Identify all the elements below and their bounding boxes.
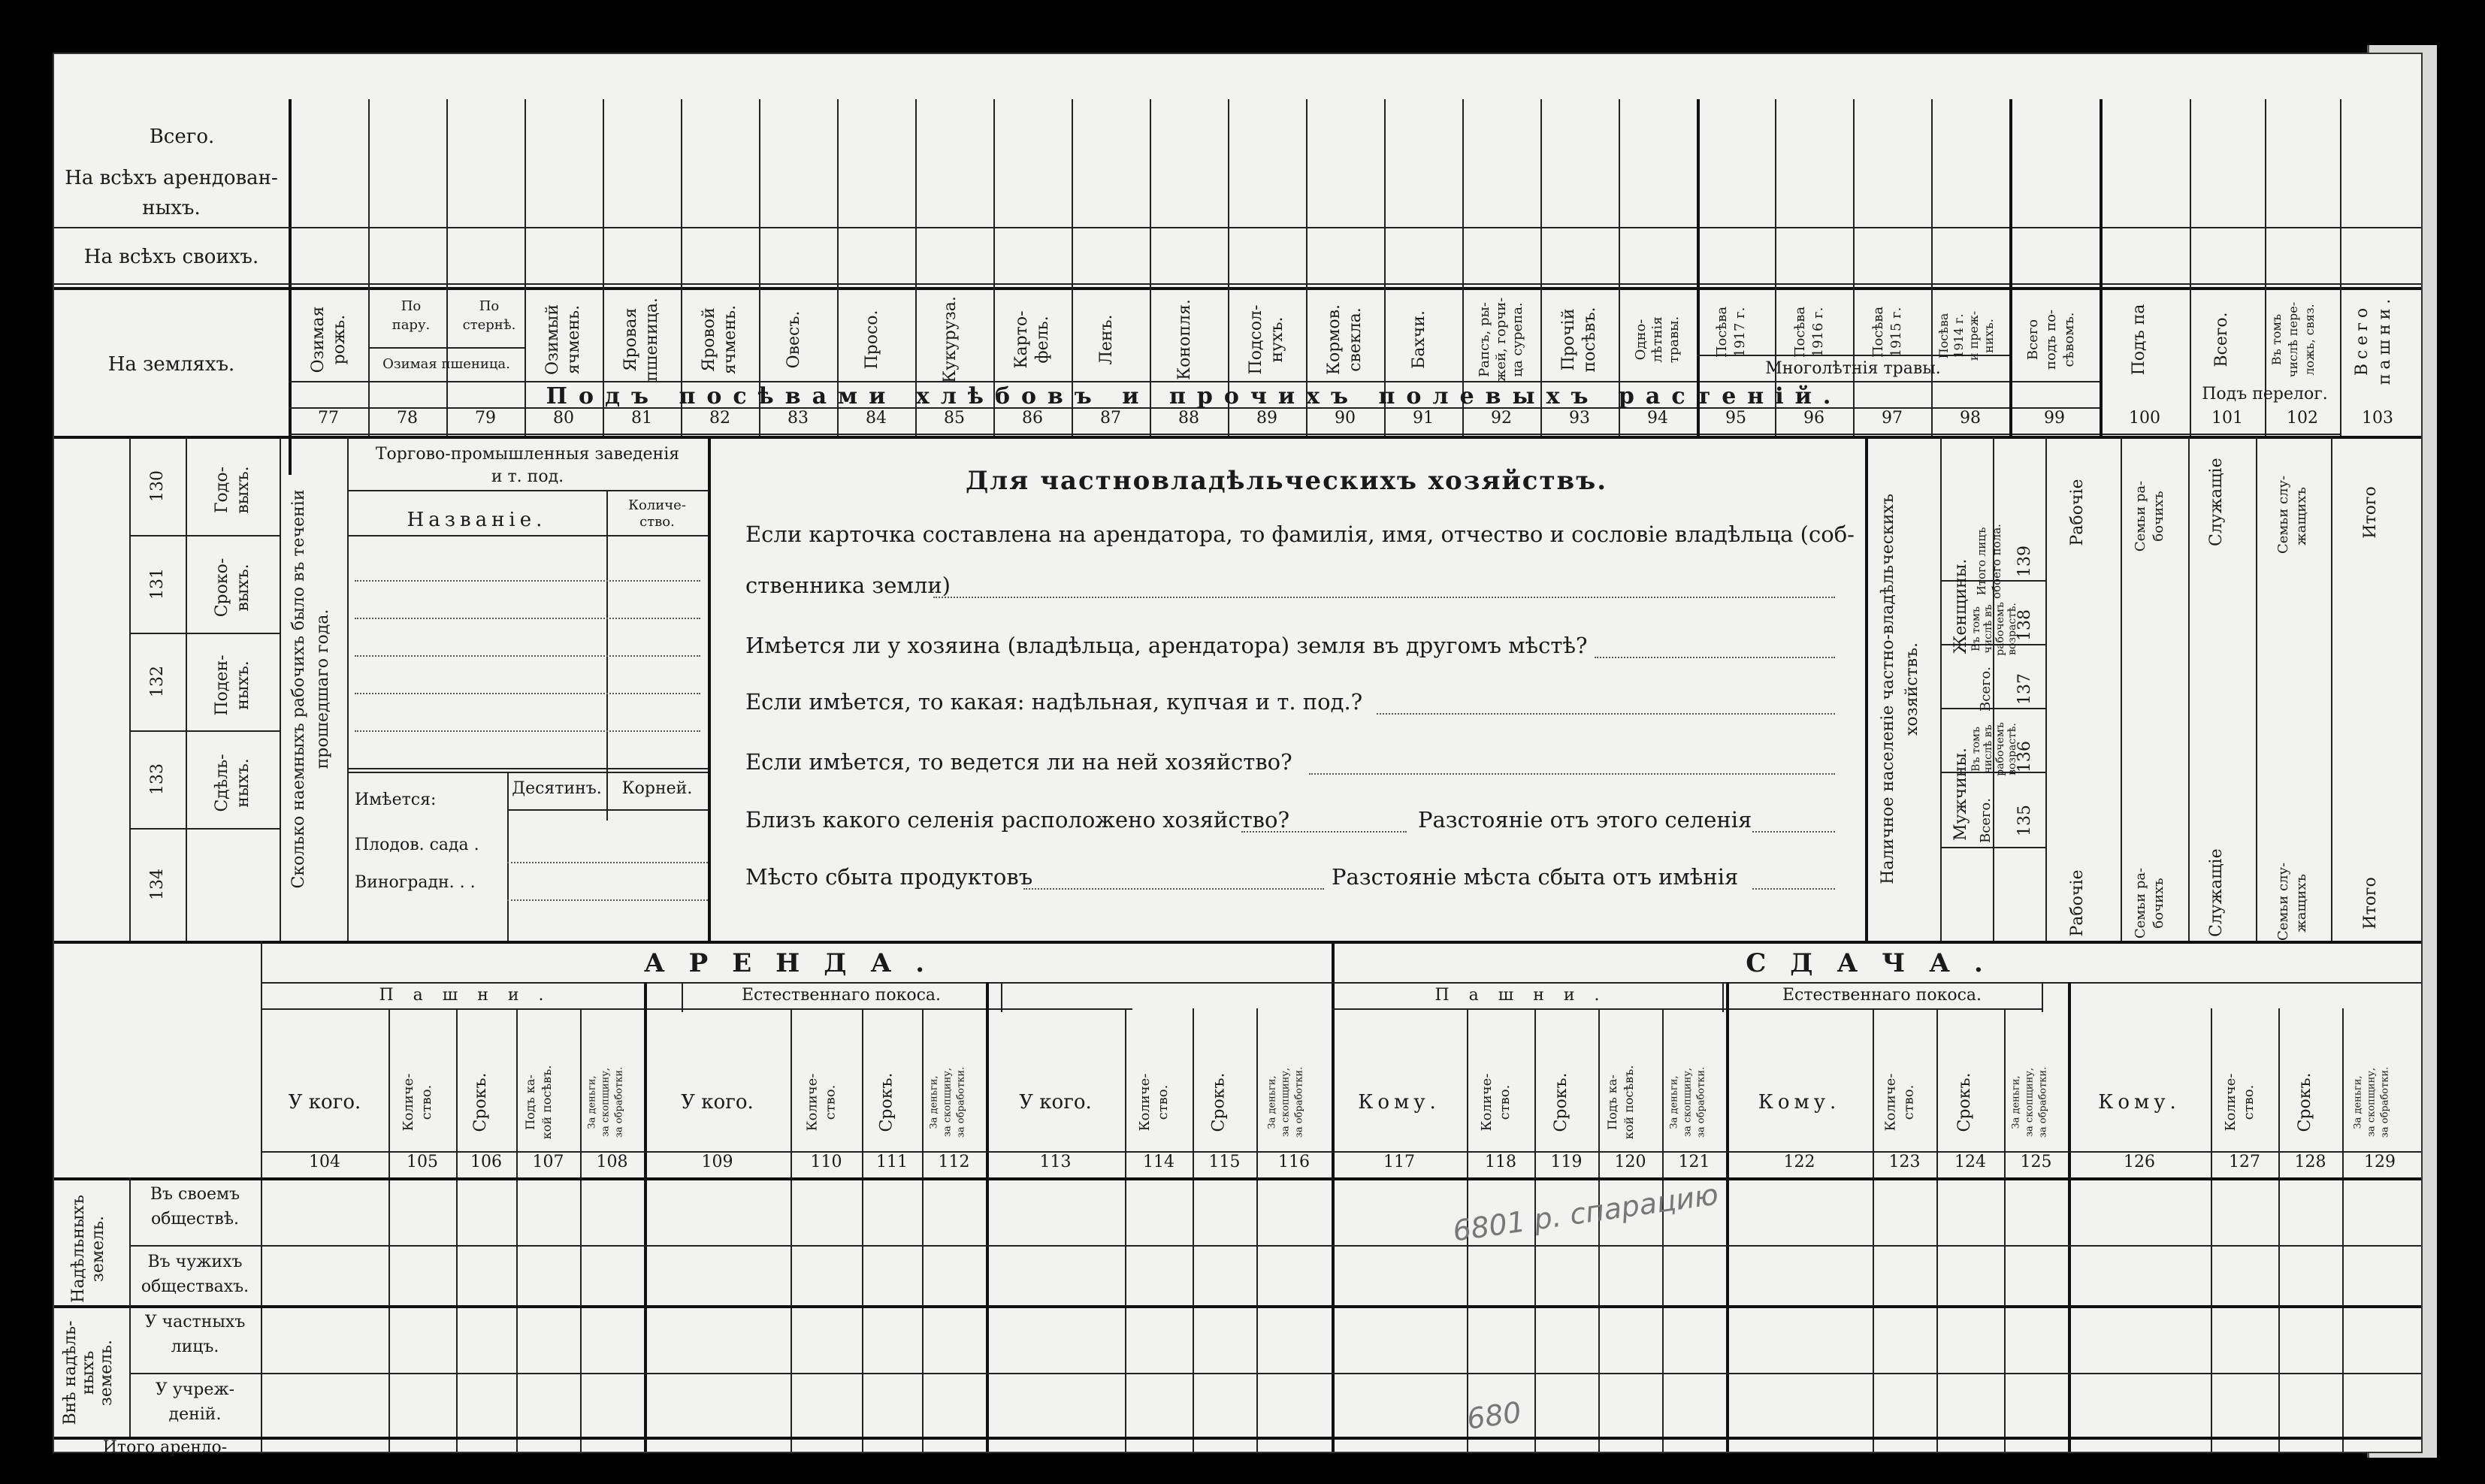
col-num: 128 xyxy=(2294,1153,2326,1171)
col-num: 94 xyxy=(1647,409,1668,428)
col-total-sown: Всего подъ по- сѣвомъ. xyxy=(2025,310,2077,370)
sdacha-term-2: Срокъ. xyxy=(1955,1072,1974,1132)
divider xyxy=(54,287,2421,290)
private-title: Для частновладѣльческихъ хозяйствъ. xyxy=(965,466,1608,496)
other-society-1: Въ чужихъ xyxy=(147,1253,243,1271)
divider xyxy=(368,347,525,349)
col-num: 118 xyxy=(1485,1153,1516,1171)
col-num: 114 xyxy=(1143,1153,1174,1171)
col-oats: Овесъ. xyxy=(784,310,803,369)
sdacha-arable: Пашни. xyxy=(1434,986,1619,1005)
col-sown-1917: Посѣва 1917 г. xyxy=(1714,306,1748,358)
divider xyxy=(1865,437,1868,941)
col-num: 126 xyxy=(2124,1153,2155,1171)
arenda-from-whom: У кого. xyxy=(288,1091,361,1114)
row-label-own: На всѣхъ своихъ. xyxy=(83,246,259,268)
institutions-2: деній. xyxy=(168,1405,222,1424)
col-num: 107 xyxy=(532,1153,564,1171)
arenda-qty: Количе- ство. xyxy=(401,1073,434,1132)
col-num: 77 xyxy=(318,409,339,428)
divider xyxy=(1662,1008,1664,1452)
divider xyxy=(355,580,700,582)
q5: Близъ какого селенія расположено хозяйство? xyxy=(745,807,1290,833)
row-label-rented-1: На всѣхъ арендован- xyxy=(65,167,278,189)
divider xyxy=(1125,1008,1126,1452)
itogo-col-top: Итого xyxy=(2361,486,2380,539)
answer-line xyxy=(1377,713,1835,715)
own-society-1: Въ своемъ xyxy=(150,1185,240,1204)
answer-line xyxy=(1752,831,1835,833)
col-num: 98 xyxy=(1960,409,1981,428)
women-label: Женщины. xyxy=(1951,558,1970,654)
arenda-term-2: Срокъ. xyxy=(877,1072,896,1132)
orchards-label: Плодов. сада . xyxy=(355,836,479,854)
col-num: 81 xyxy=(631,409,652,428)
institutions-1: У учреж- xyxy=(155,1380,235,1399)
divider xyxy=(280,437,281,941)
col-num: 108 xyxy=(596,1153,628,1171)
col-sown-1914: Посѣва 1914 г. и преж- нихъ. xyxy=(1936,310,1996,361)
col-num: 105 xyxy=(407,1153,438,1171)
divider xyxy=(986,982,989,1452)
sdacha-to-whom: Кому. xyxy=(1358,1091,1441,1114)
col-num: 117 xyxy=(1383,1153,1415,1171)
divider xyxy=(129,633,280,634)
answer-line xyxy=(1309,773,1835,775)
divider xyxy=(1726,982,1729,1452)
divider xyxy=(2100,99,2103,436)
col-num: 122 xyxy=(1783,1153,1815,1171)
col-spring-wheat: Яровая пшеница. xyxy=(621,298,661,382)
sdacha-payment-2: За деньги, за скопщину, за обработки. xyxy=(2010,1066,2049,1138)
arenda-crop: Подъ ка- кой посѣвъ. xyxy=(523,1065,554,1140)
col-num: 80 xyxy=(553,409,574,428)
divider xyxy=(2256,437,2257,941)
other-society-2: обществахъ. xyxy=(141,1277,249,1296)
answer-line xyxy=(1241,831,1407,833)
divider xyxy=(507,862,708,863)
sdacha-qty: Количе- ство. xyxy=(1479,1073,1513,1132)
sdacha-payment: За деньги, за скопщину, за обработки. xyxy=(1668,1066,1707,1138)
divider xyxy=(347,772,708,773)
arenda-from-whom-3: У кого. xyxy=(1019,1091,1092,1114)
sdacha-payment-3: За деньги, за скопщину, за обработки. xyxy=(2352,1066,2391,1138)
non-allot-label: Внѣ надѣль- ныхъ земель. xyxy=(61,1320,116,1425)
col-num: 93 xyxy=(1569,409,1590,428)
divider xyxy=(261,941,262,1452)
col-sown-1915: Посѣва 1915 г. xyxy=(1870,306,1904,358)
divider xyxy=(2045,437,2047,941)
col-num: 92 xyxy=(1491,409,1512,428)
divider xyxy=(1256,1008,1258,1452)
crops-banner: Подъ посѣвами хлѣбовъ и прочихъ полевыхъ растеній. xyxy=(546,383,1843,410)
col-fallow-incl: Въ томъ числѣ пере- ложь, связ. xyxy=(2269,301,2317,378)
q1: Если карточка составлена на арендатора, то фамилія, имя, отчество и сословіе владѣльца (соб- xyxy=(745,521,1855,547)
worker-row-label: Поден- ныхъ. xyxy=(213,654,252,716)
arenda-meadow: Естественнаго покоса. xyxy=(741,986,941,1005)
census-card-sheet xyxy=(53,53,2423,1457)
answer-line xyxy=(933,597,1835,598)
col-num: 88 xyxy=(1178,409,1199,428)
col-num: 96 xyxy=(1803,409,1824,428)
divider xyxy=(54,1437,2421,1440)
col-winter-wheat: Озимая пшеница. xyxy=(382,356,510,372)
divider xyxy=(129,828,280,830)
divider xyxy=(2342,1008,2344,1452)
arenda-from-whom-2: У кого. xyxy=(681,1091,754,1114)
q4: Если имѣется, то ведется ли на ней хозяйство? xyxy=(745,749,1292,775)
population-title: Наличное населеніе частно-владѣльческихъ хозяйствъ. xyxy=(1879,494,1921,884)
q6: Мѣсто сбыта продуктовъ xyxy=(745,864,1033,890)
col-num: 104 xyxy=(309,1153,340,1171)
row-label-total: Всего. xyxy=(149,125,215,148)
col-fallow-1: По xyxy=(401,298,422,314)
col-num: 109 xyxy=(701,1153,733,1171)
divider xyxy=(1001,982,1002,1012)
col-num: 99 xyxy=(2044,409,2065,428)
arenda-payment: За деньги, за скопщину, за обработки. xyxy=(586,1066,625,1138)
col-winter-rye: Озимая рожь. xyxy=(309,306,349,373)
divider xyxy=(289,434,2340,435)
divider xyxy=(2331,437,2332,941)
col-num: 110 xyxy=(810,1153,842,1171)
arenda-qty-2: Количе- ство. xyxy=(804,1073,839,1132)
men-incl: Въ томъ числѣ въ рабочемъ возрастѣ. xyxy=(1970,722,2018,776)
pop-num: 139 xyxy=(2015,546,2034,577)
pop-num: 138 xyxy=(2015,609,2034,641)
col-num: 127 xyxy=(2229,1153,2260,1171)
divider xyxy=(347,490,708,491)
divider xyxy=(355,730,700,732)
col-num: 79 xyxy=(475,409,496,428)
divider xyxy=(507,899,708,901)
q3: Если имѣется, то какая: надѣльная, купчая и т. под.? xyxy=(745,689,1363,715)
arenda-payment-2: За деньги, за скопщину, за обработки. xyxy=(928,1066,967,1138)
total-rented: Итого арендо- xyxy=(102,1438,228,1457)
divider xyxy=(347,535,708,536)
divider xyxy=(862,1008,863,1452)
col-num: 112 xyxy=(938,1153,970,1171)
sdacha-qty-2: Количе- ство. xyxy=(1882,1073,1917,1132)
women-incl: Въ томъ числѣ въ рабочемъ возрастѣ. xyxy=(1970,602,2018,656)
men-total: Всего. xyxy=(1978,798,1994,843)
col-num: 91 xyxy=(1413,409,1434,428)
sdacha-meadow: Естественнаго покоса. xyxy=(1782,986,1982,1005)
col-num: 86 xyxy=(1022,409,1043,428)
col-total-arable: Всего пашни. xyxy=(2353,294,2394,385)
col-stubble-1: По xyxy=(479,298,500,314)
families-col-top: Семьи ра- бочихъ xyxy=(2133,480,2166,552)
col-fodder-beet: Кормов. свекла. xyxy=(1325,304,1365,376)
desyatin-header: Десятинъ. xyxy=(512,779,602,798)
q2: Имѣется ли у хозяина (владѣльца, арендатора) земля въ другомъ мѣстѣ? xyxy=(745,633,1588,658)
divider xyxy=(1332,941,1335,1452)
sdacha-title: СДАЧА. xyxy=(1746,948,2007,978)
answer-line xyxy=(1023,888,1324,890)
divider xyxy=(1722,982,1724,1012)
sdacha-to-whom-2: Кому. xyxy=(1758,1091,1841,1114)
divider xyxy=(355,693,700,694)
divider xyxy=(54,1305,2421,1308)
worker-row-label: Сдѣль- ныхъ. xyxy=(213,754,252,812)
arenda-qty-3: Количе- ство. xyxy=(1137,1073,1171,1132)
col-num: 101 xyxy=(2211,409,2243,428)
pencil-note: 6801 р. спарацию xyxy=(1450,1177,1721,1248)
col-num: 82 xyxy=(709,409,730,428)
workers-col-top: Рабочіе xyxy=(2068,479,2087,546)
divider xyxy=(54,283,2421,285)
worker-row-num: 134 xyxy=(148,869,167,900)
divider xyxy=(580,1008,582,1452)
q5b: Разстояніе отъ этого селенія xyxy=(1418,807,1752,833)
vineyards-label: Виноградн. . . xyxy=(355,873,476,892)
col-num: 95 xyxy=(1725,409,1746,428)
worker-row-num: 132 xyxy=(148,666,167,697)
col-num: 89 xyxy=(1256,409,1277,428)
col-stubble-2: стернѣ. xyxy=(462,317,516,333)
col-flax: Ленъ. xyxy=(1097,314,1116,365)
col-num: 115 xyxy=(1208,1153,1241,1171)
women-total: Всего. xyxy=(1978,666,1994,712)
col-millet: Просо. xyxy=(863,310,881,370)
col-num: 123 xyxy=(1888,1153,1921,1171)
servants-col-bottom: Служащіе xyxy=(2207,848,2226,937)
divider xyxy=(1332,1008,2042,1010)
worker-row-label: Сроко- выхъ. xyxy=(213,558,252,618)
divider xyxy=(2211,1008,2212,1452)
divider xyxy=(54,227,2421,228)
q1b: ственника земли) xyxy=(745,573,951,598)
col-num: 85 xyxy=(944,409,965,428)
trade-qty-header-2: ство. xyxy=(639,514,675,530)
divider xyxy=(1940,437,1942,941)
both-sexes: Итого лицъ обоего пола. xyxy=(1975,524,2003,599)
under-fallow-label: Подъ перелог. xyxy=(2202,385,2328,403)
divider xyxy=(54,941,2421,944)
answer-line xyxy=(1752,888,1835,890)
arenda-arable: Пашни. xyxy=(379,986,564,1005)
divider xyxy=(129,535,280,536)
col-melons: Бахчи. xyxy=(1410,310,1428,369)
col-num: 106 xyxy=(470,1153,502,1171)
divider xyxy=(2278,1008,2280,1452)
col-num: 100 xyxy=(2129,409,2160,428)
pop-num: 136 xyxy=(2015,741,2034,772)
col-num: 116 xyxy=(1278,1153,1310,1171)
divider xyxy=(388,1008,390,1452)
workers-question: Сколько наемныхъ рабочихъ было въ теченіи прошедшаго года. xyxy=(289,489,332,889)
divider xyxy=(516,1008,518,1452)
sdacha-term: Срокъ. xyxy=(1552,1072,1571,1132)
has-label: Имѣется: xyxy=(355,790,437,809)
col-num: 78 xyxy=(397,409,418,428)
answer-line xyxy=(1595,657,1835,658)
divider xyxy=(2004,1008,2006,1452)
divider xyxy=(708,437,711,941)
divider xyxy=(2340,99,2341,436)
divider xyxy=(644,982,647,1452)
divider xyxy=(261,982,2421,984)
private-persons-2: лицъ. xyxy=(171,1337,219,1356)
divider xyxy=(791,1008,792,1452)
worker-row-num: 130 xyxy=(148,470,167,502)
col-fallow-2: пару. xyxy=(391,317,431,333)
col-hemp: Конопля. xyxy=(1175,299,1194,380)
col-num: 102 xyxy=(2287,409,2318,428)
col-num: 111 xyxy=(876,1153,908,1171)
arenda-term: Срокъ. xyxy=(471,1072,490,1132)
col-sunflower: Подсол- нухъ. xyxy=(1247,304,1286,375)
trade-title-2: и т. под. xyxy=(491,467,564,486)
col-num: 121 xyxy=(1678,1153,1710,1171)
col-under-fallow: Подъ па xyxy=(2130,304,2148,376)
col-num: 83 xyxy=(788,409,809,428)
families-col-bottom: Семьи ра- бочихъ xyxy=(2133,867,2166,939)
divider xyxy=(922,1008,924,1452)
perennial-grass-label: Многолѣтнія травы. xyxy=(1765,359,1941,378)
divider xyxy=(1936,1008,1938,1452)
pop-num: 135 xyxy=(2015,805,2034,836)
col-num: 120 xyxy=(1614,1153,1646,1171)
col-sown-1916: Посѣва 1916 г. xyxy=(1792,306,1826,358)
col-maize: Кукуруза. xyxy=(941,296,960,383)
col-num: 84 xyxy=(866,409,887,428)
divider xyxy=(186,437,187,941)
col-num: 97 xyxy=(1882,409,1903,428)
divider xyxy=(54,436,2421,439)
itogo-col-bottom: Итого xyxy=(2361,877,2380,929)
men-label: Мужчины. xyxy=(1951,747,1970,842)
arenda-title: АРЕНДА. xyxy=(643,948,949,978)
col-spring-barley: Яровой ячмень. xyxy=(700,304,739,375)
private-persons-1: У частныхъ xyxy=(144,1313,246,1331)
col-potato: Карто- фель. xyxy=(1012,310,1052,369)
col-num: 90 xyxy=(1335,409,1356,428)
col-annual-grass: Одно- лѣтнія травы. xyxy=(1633,316,1682,364)
col-num: 103 xyxy=(2362,409,2393,428)
pop-num: 137 xyxy=(2015,673,2034,705)
divider xyxy=(1598,1008,1600,1452)
sdacha-term-3: Срокъ. xyxy=(2296,1072,2314,1132)
worker-row-num: 131 xyxy=(148,568,167,600)
servant-fam-col-bottom: Семьи слу- жащихъ xyxy=(2275,862,2309,941)
allot-lands-label: Надѣльныхъ земель. xyxy=(69,1195,107,1303)
divider xyxy=(456,1008,458,1452)
col-num: 124 xyxy=(1954,1153,1986,1171)
sdacha-qty-3: Количе- ство. xyxy=(2223,1073,2257,1132)
divider xyxy=(129,730,280,732)
divider xyxy=(507,809,708,811)
worker-row-num: 133 xyxy=(148,763,167,795)
workers-col-bottom: Рабочіе xyxy=(2068,869,2087,937)
divider xyxy=(1193,1008,1194,1452)
trade-qty-header-1: Количе- xyxy=(628,497,686,513)
servant-fam-col-top: Семьи слу- жащихъ xyxy=(2275,475,2309,554)
divider xyxy=(129,1373,2421,1374)
col-winter-barley: Озимый ячмень. xyxy=(543,304,583,375)
pencil-note-bottom: 680 xyxy=(1465,1395,1524,1436)
row-label-rented-2: ныхъ. xyxy=(142,197,201,219)
divider xyxy=(355,655,700,657)
col-num: 119 xyxy=(1550,1153,1583,1171)
col-num: 129 xyxy=(2364,1153,2396,1171)
own-society-2: обществѣ. xyxy=(150,1210,240,1229)
divider xyxy=(682,982,683,1012)
trade-name-header: Названіе. xyxy=(407,509,547,531)
divider xyxy=(2188,437,2190,941)
col-num: 87 xyxy=(1100,409,1121,428)
divider xyxy=(2068,982,2071,1452)
col-num: 125 xyxy=(2020,1153,2052,1171)
col-num: 113 xyxy=(1039,1153,1072,1171)
sdacha-to-whom-3: Кому. xyxy=(2098,1091,2181,1114)
divider xyxy=(54,1177,2421,1180)
divider xyxy=(347,768,708,769)
col-other: Прочій посѣвъ. xyxy=(1559,307,1599,373)
divider xyxy=(2042,982,2043,1012)
trade-title-1: Торгово-промышленныя заведенія xyxy=(375,445,680,464)
sdacha-crop: Подъ ка- кой посѣвъ. xyxy=(1605,1065,1636,1140)
worker-row-label: Годо- выхъ. xyxy=(213,466,252,514)
roots-header: Корней. xyxy=(621,779,693,798)
divider xyxy=(1697,355,2009,356)
col-rape: Рапсъ, ры- жей, горчи- ца сурепа. xyxy=(1477,297,1525,382)
divider xyxy=(129,1245,2421,1247)
row-label-on-lands: На земляхъ. xyxy=(107,353,235,376)
q6b: Разстояніе мѣста сбыта отъ имѣнія xyxy=(1332,864,1739,890)
divider xyxy=(1873,1008,1874,1452)
col-fallow-total: Всего. xyxy=(2212,312,2231,367)
servants-col-top: Служащіе xyxy=(2207,458,2226,546)
divider xyxy=(129,437,131,941)
arenda-payment-3: За деньги, за скопщину, за обработки. xyxy=(1266,1066,1305,1138)
divider xyxy=(355,618,700,619)
divider xyxy=(2121,437,2122,941)
arenda-term-3: Срокъ. xyxy=(1209,1072,1229,1132)
